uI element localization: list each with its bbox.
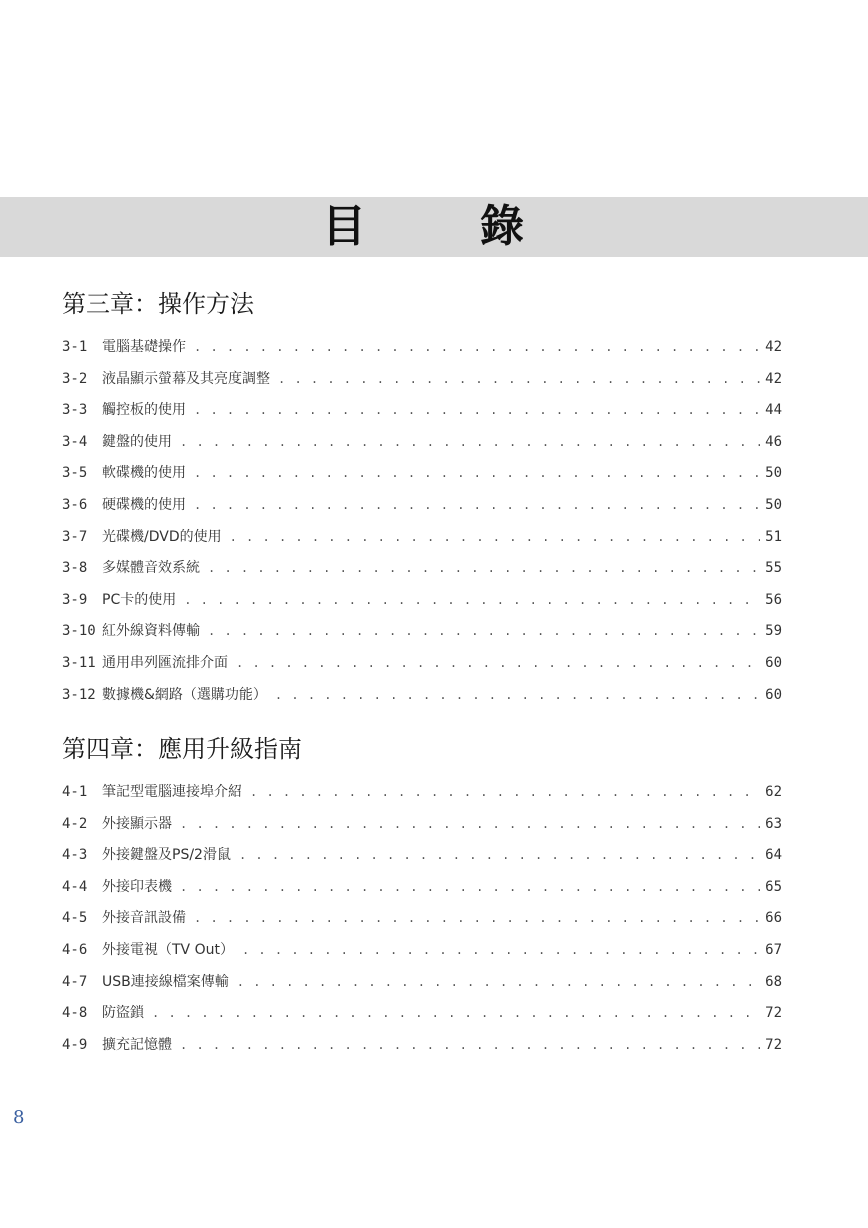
toc-entry-page: 44: [765, 402, 782, 419]
toc-entry[interactable]: [62, 876, 782, 908]
toc-entry-title: 觸控板的使用: [102, 402, 186, 419]
toc-dot-leader: [208, 624, 760, 638]
toc-entry[interactable]: [62, 1034, 782, 1066]
toc-entry-title: 鍵盤的使用: [102, 433, 172, 450]
toc-title-band: [0, 197, 868, 257]
toc-dot-leader: [208, 561, 760, 575]
toc-entry-title: 通用串列匯流排介面: [102, 654, 228, 671]
toc-entry-page: 56: [765, 591, 782, 608]
toc-entry-number: 4-3: [62, 847, 88, 864]
toc-entry-number: 4-1: [62, 784, 88, 800]
toc-entry[interactable]: [62, 652, 782, 684]
toc-entry-page: 67: [765, 941, 782, 958]
toc-entry-number: 3-5: [62, 465, 88, 482]
toc-entry[interactable]: [62, 781, 782, 813]
toc-dot-leader: [184, 593, 760, 607]
toc-entry-number: 3-3: [62, 402, 88, 419]
toc-entry-page: 62: [765, 784, 782, 800]
toc-entry-number: 4-7: [62, 973, 88, 990]
toc-entry-title: 防盜鎖: [102, 1005, 144, 1022]
toc-entry[interactable]: [62, 462, 782, 494]
toc-entry[interactable]: [62, 368, 782, 400]
toc-entry-number: 3-11: [62, 654, 96, 671]
toc-entry[interactable]: [62, 526, 782, 558]
toc-dot-leader: [250, 785, 760, 799]
toc-dot-leader: [194, 498, 760, 512]
toc-entry-page: 50: [765, 465, 782, 482]
chapter-4-toc-list: [62, 781, 782, 1065]
toc-dot-leader: [194, 403, 760, 417]
toc-entry-page: 60: [765, 654, 782, 671]
toc-entry-page: 63: [765, 815, 782, 832]
toc-title-char-1: 目: [322, 201, 366, 252]
toc-dot-leader: [236, 656, 760, 670]
toc-entry[interactable]: [62, 813, 782, 845]
chapter-heading-3: 第三章：操作方法: [62, 290, 254, 318]
toc-entry[interactable]: [62, 939, 782, 971]
page-number: 8: [13, 1107, 25, 1128]
toc-entry[interactable]: [62, 620, 782, 652]
toc-entry-number: 3-12: [62, 686, 96, 703]
toc-entry-number: 3-8: [62, 560, 88, 577]
toc-dot-leader: [180, 880, 760, 894]
toc-entry-page: 59: [765, 623, 782, 640]
toc-entry-page: 72: [765, 1036, 782, 1053]
toc-dot-leader: [237, 975, 760, 989]
toc-entry-page: 60: [765, 686, 782, 703]
toc-entry-title: 多媒體音效系統: [102, 560, 200, 577]
toc-entry-page: 50: [765, 496, 782, 513]
toc-entry[interactable]: [62, 494, 782, 526]
toc-entry[interactable]: [62, 399, 782, 431]
toc-entry-title: 外接印表機: [102, 878, 172, 895]
toc-dot-leader: [242, 943, 760, 957]
toc-entry-number: 3-6: [62, 496, 88, 513]
toc-dot-leader: [180, 1038, 760, 1052]
toc-entry-title: 外接顯示器: [102, 815, 172, 832]
toc-entry[interactable]: [62, 971, 782, 1003]
toc-entry-number: 4-4: [62, 878, 88, 895]
toc-entry-page: 42: [765, 339, 782, 355]
toc-entry[interactable]: [62, 907, 782, 939]
toc-entry-title: 外接鍵盤及PS/2滑鼠: [102, 847, 231, 864]
toc-dot-leader: [239, 848, 760, 862]
toc-dot-leader: [275, 688, 760, 702]
toc-entry-title: 光碟機/DVD的使用: [102, 528, 222, 545]
toc-entry-number: 3-7: [62, 528, 88, 545]
toc-entry-title: 液晶顯示螢幕及其亮度調整: [102, 370, 270, 387]
toc-dot-leader: [194, 340, 760, 354]
toc-entry-title: 硬碟機的使用: [102, 496, 186, 513]
toc-entry-number: 4-9: [62, 1036, 88, 1053]
chapter-heading-4: 第四章：應用升級指南: [62, 735, 302, 763]
toc-entry-number: 4-5: [62, 910, 88, 927]
toc-title-char-2: 錄: [480, 201, 524, 252]
toc-dot-leader: [278, 372, 760, 386]
toc-entry-title: 紅外線資料傳輸: [102, 623, 200, 640]
toc-entry-page: 42: [765, 370, 782, 387]
toc-entry[interactable]: [62, 684, 782, 716]
toc-entry-title: 電腦基礎操作: [102, 339, 186, 355]
toc-entry-title: 軟碟機的使用: [102, 465, 186, 482]
toc-entry-number: 3-2: [62, 370, 88, 387]
toc-entry-number: 3-1: [62, 339, 88, 355]
toc-entry[interactable]: [62, 557, 782, 589]
toc-entry-title: 數據機&網路（選購功能）: [102, 686, 267, 703]
toc-entry-title: 擴充記憶體: [102, 1036, 172, 1053]
toc-entry-number: 4-2: [62, 815, 88, 832]
toc-entry-page: 55: [765, 560, 782, 577]
toc-entry-page: 72: [765, 1005, 782, 1022]
toc-entry[interactable]: [62, 1002, 782, 1034]
toc-entry-title: 外接電視（TV Out）: [102, 941, 234, 958]
toc-entry-page: 68: [765, 973, 782, 990]
toc-entry-title: PC卡的使用: [102, 591, 177, 608]
toc-dot-leader: [194, 911, 760, 925]
toc-entry-page: 66: [765, 910, 782, 927]
toc-entry[interactable]: [62, 431, 782, 463]
toc-entry-number: 4-8: [62, 1005, 88, 1022]
toc-entry-number: 3-10: [62, 623, 96, 640]
toc-entry-page: 65: [765, 878, 782, 895]
toc-entry[interactable]: [62, 589, 782, 621]
toc-entry-page: 46: [765, 433, 782, 450]
toc-entry-number: 3-4: [62, 433, 88, 450]
toc-entry-number: 3-9: [62, 591, 88, 608]
toc-entry-title: USB連接線檔案傳輸: [102, 973, 229, 990]
toc-dot-leader: [180, 435, 760, 449]
toc-entry-title: 外接音訊設備: [102, 910, 186, 927]
toc-entry-page: 64: [765, 847, 782, 864]
chapter-3-toc-list: [62, 336, 782, 715]
toc-entry-number: 4-6: [62, 941, 88, 958]
toc-dot-leader: [230, 530, 760, 544]
toc-entry[interactable]: [62, 336, 782, 368]
toc-entry-title: 筆記型電腦連接埠介紹: [102, 784, 242, 800]
toc-dot-leader: [152, 1006, 760, 1020]
toc-entry-page: 51: [765, 528, 782, 545]
toc-dot-leader: [194, 466, 760, 480]
toc-entry[interactable]: [62, 844, 782, 876]
toc-dot-leader: [180, 817, 760, 831]
